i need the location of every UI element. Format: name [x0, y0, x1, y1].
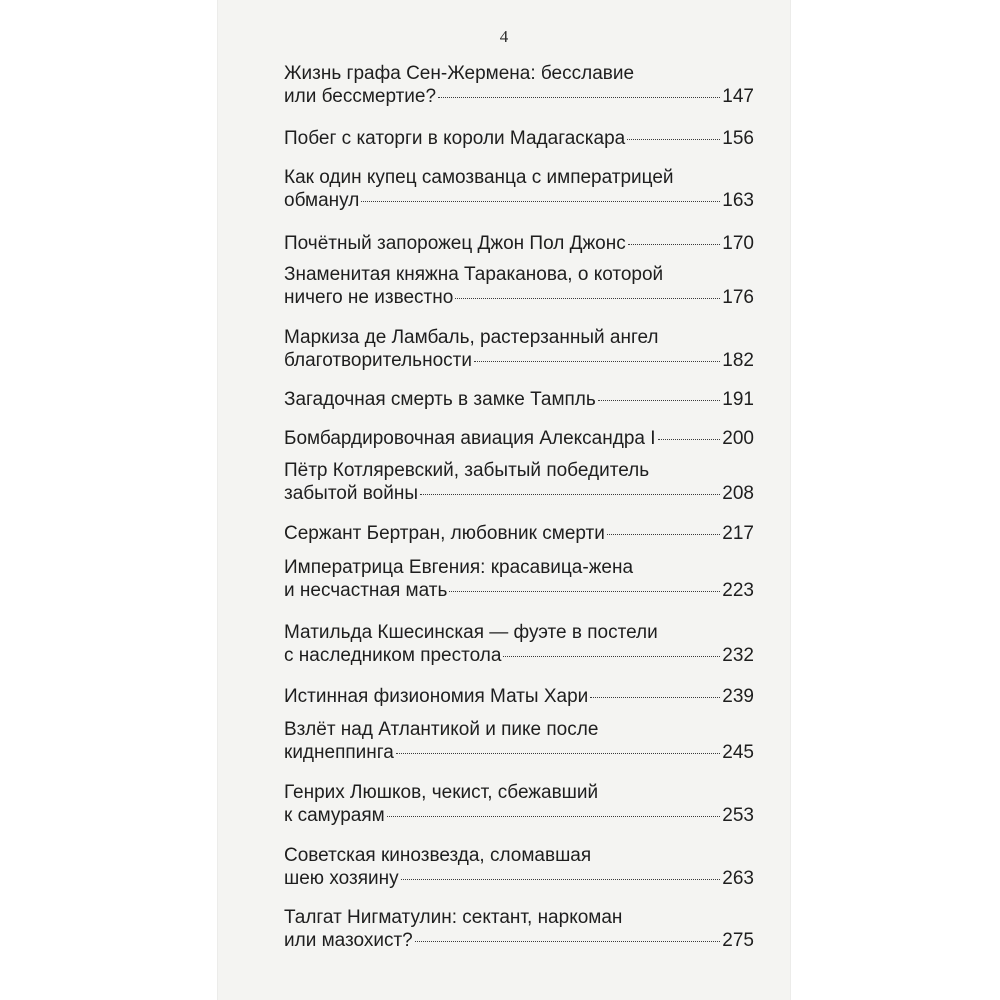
toc-entry-last-line: [284, 349, 754, 372]
toc-entry-last-line: [284, 644, 754, 667]
toc-entry-page: 217: [722, 523, 754, 544]
toc-entry-line: [284, 556, 754, 579]
toc-entry-last-line: [284, 741, 754, 764]
toc-entry-page: 156: [722, 128, 754, 149]
dot-leader: [415, 941, 721, 942]
toc-entry-last-line: [284, 232, 754, 255]
dot-leader: [474, 361, 720, 362]
toc-entry-line: [284, 906, 754, 929]
toc-entry-last-line: [284, 427, 754, 450]
toc-entry-last-line: [284, 579, 754, 602]
toc-entry-title: или бессмертие?: [284, 86, 437, 107]
toc-entry-page: 253: [722, 805, 754, 826]
toc-entry-title: забытой войны: [284, 483, 418, 504]
dot-leader: [396, 753, 720, 754]
toc-entry-title: Императрица Евгения: красавица-жена: [284, 557, 634, 578]
dot-leader: [503, 656, 720, 657]
toc-entry-title: шею хозяину: [284, 868, 399, 889]
toc-entry-title: Знаменитая княжна Тараканова, о которой: [284, 264, 664, 285]
toc-entry-title: Истинная физиономия Маты Хари: [284, 686, 589, 707]
toc-entry-title: Талгат Нигматулин: сектант, наркоман: [284, 907, 623, 928]
toc-entry-title: Жизнь графа Сен-Жермена: бесславие: [284, 63, 635, 84]
toc-entry: [284, 556, 754, 602]
toc-entry-last-line: [284, 522, 754, 545]
toc-entry-line: [284, 621, 754, 644]
toc-entry: [284, 388, 754, 411]
toc-entry-page: 170: [722, 233, 754, 254]
toc-entry-title: Советская кинозвезда, сломавшая: [284, 845, 592, 866]
dot-leader: [598, 400, 721, 401]
toc-entry-title: Взлёт над Атлантикой и пике после: [284, 719, 599, 740]
dot-leader: [361, 201, 720, 202]
toc-entry: [284, 844, 754, 890]
dot-leader: [438, 97, 720, 98]
toc-entry: [284, 522, 754, 545]
toc-entry: [284, 685, 754, 708]
dot-leader: [590, 697, 720, 698]
toc-entry: [284, 62, 754, 108]
toc-entry-last-line: [284, 388, 754, 411]
toc-entry-title: Генрих Люшков, чекист, сбежавший: [284, 782, 599, 803]
toc-entry-title: обманул: [284, 190, 360, 211]
toc-entry-line: [284, 166, 754, 189]
toc-entry-title: с наследником престола: [284, 645, 502, 666]
toc-entry-last-line: [284, 286, 754, 309]
toc-entry-title: благотворительности: [284, 350, 472, 371]
toc-entry-page: 147: [722, 86, 754, 107]
toc-entry-page: 176: [722, 287, 754, 308]
toc-entry-last-line: [284, 189, 754, 212]
dot-leader: [387, 816, 721, 817]
toc-entry-title: Побег с каторги в короли Мадагаскара: [284, 128, 626, 149]
toc-entry-title: и несчастная мать: [284, 580, 448, 601]
toc-entry-title: Матильда Кшесинская — фуэте в постели: [284, 622, 658, 643]
page-number: 4: [499, 27, 509, 46]
dot-leader: [607, 534, 720, 535]
toc-entry-last-line: [284, 482, 754, 505]
toc-entry-line: [284, 781, 754, 804]
toc-entry-line: [284, 62, 754, 85]
toc-entry-title: Почётный запорожец Джон Пол Джонс: [284, 233, 626, 254]
toc-entry-title: или мазохист?: [284, 930, 413, 951]
toc-entry-line: [284, 326, 754, 349]
toc-entry-page: 275: [722, 930, 754, 951]
toc-entry-page: 223: [722, 580, 754, 601]
toc-entry: [284, 459, 754, 505]
toc-entry-page: 239: [722, 686, 754, 707]
toc-entry-page: 163: [722, 190, 754, 211]
dot-leader: [449, 591, 720, 592]
toc-entry-page: 232: [722, 645, 754, 666]
dot-leader: [420, 494, 720, 495]
toc-entry: [284, 781, 754, 827]
toc-entry-page: 245: [722, 742, 754, 763]
toc-entry-title: Пётр Котляревский, забытый победитель: [284, 460, 650, 481]
toc-entry-page: 263: [722, 868, 754, 889]
toc-entry: [284, 326, 754, 372]
toc-entry-title: киднеппинга: [284, 742, 394, 763]
toc-entry: [284, 232, 754, 255]
toc-entry-title: Как один купец самозванца с императрицей: [284, 167, 674, 188]
toc-entry: [284, 906, 754, 952]
toc-entry-last-line: [284, 804, 754, 827]
toc-entry: [284, 127, 754, 150]
toc-entry-line: [284, 844, 754, 867]
book-page: [218, 0, 790, 1000]
toc-entry-title: Маркиза де Ламбаль, растерзанный ангел: [284, 327, 659, 348]
toc-entry-title: ничего не известно: [284, 287, 454, 308]
toc-entry-last-line: [284, 85, 754, 108]
toc-entry-page: 182: [722, 350, 754, 371]
dot-leader: [455, 298, 720, 299]
toc-entry-last-line: [284, 127, 754, 150]
dot-leader: [658, 439, 721, 440]
toc-entry: [284, 621, 754, 667]
toc-entry-page: 200: [722, 428, 754, 449]
toc-entry-last-line: [284, 867, 754, 890]
toc-entry-title: Загадочная смерть в замке Тампль: [284, 389, 596, 410]
toc-entry-last-line: [284, 685, 754, 708]
dot-leader: [628, 244, 721, 245]
toc-entry-line: [284, 718, 754, 741]
dot-leader: [627, 139, 720, 140]
toc-entry-title: Бомбардировочная авиация Александра I: [284, 428, 656, 449]
toc-entry-page: 208: [722, 483, 754, 504]
toc-entry-last-line: [284, 929, 754, 952]
toc-entry-title: к самураям: [284, 805, 385, 826]
dot-leader: [401, 879, 721, 880]
toc-entry-line: [284, 459, 754, 482]
toc-entry: [284, 427, 754, 450]
toc-entry-line: [284, 263, 754, 286]
toc-entry-title: Сержант Бертран, любовник смерти: [284, 523, 605, 544]
toc-entry: [284, 166, 754, 212]
toc-entry-page: 191: [722, 389, 754, 410]
toc-entry: [284, 263, 754, 309]
toc-entry: [284, 718, 754, 764]
